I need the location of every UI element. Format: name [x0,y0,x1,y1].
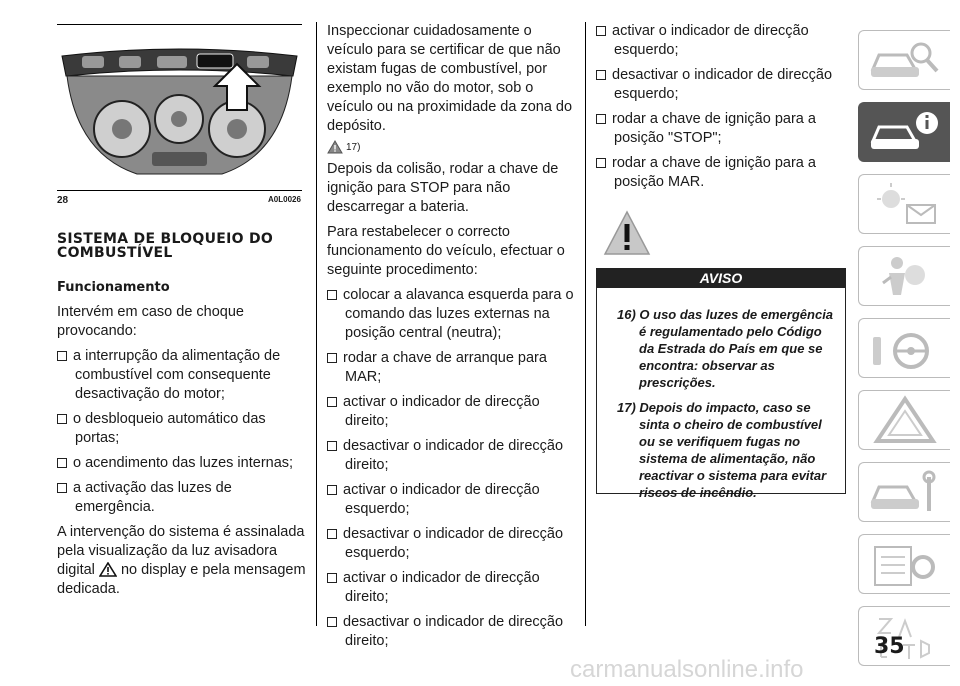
chapter-tab-lights-messages[interactable] [858,174,950,234]
list-item: a activação das luzes de emergência. [57,479,307,517]
checkbox-bullet-icon [327,397,337,407]
column-2 [327,22,577,657]
list-item: rodar a chave de arranque para MAR; [327,349,577,387]
emergency-triangle-icon [859,391,951,451]
car-search-icon [859,31,951,91]
subsection-title: Funcionamento [57,280,170,295]
checkbox-bullet-icon [596,114,606,124]
list-item: activar o indicador de direcção esquerdo; [596,22,850,60]
section-title: SISTEMA DE BLOQUEIO DO COMBUSTÍVEL [57,231,274,261]
list-item: a interrupção da alimentação de combustível com consequente desactivação do motor; [57,347,307,404]
checkbox-bullet-icon [596,158,606,168]
chapter-tab-safety[interactable] [858,246,950,306]
list-item: activar o indicador de direcção direito; [327,393,577,431]
paragraph: Depois da colisão, rodar a chave de ignição para STOP para não descarregar a bateria. [327,161,559,215]
checkbox-bullet-icon [327,290,337,300]
chapter-tab-driving[interactable] [858,318,950,378]
column-divider [316,22,317,626]
intro-text: Intervém em caso de choque provocando: [57,304,244,339]
paragraph: A intervenção do sistema é assinalada pela visualização da luz avisadora digital no display e pela mensagem dedicada. [57,524,306,597]
figure-code: A0L0026 [268,195,301,204]
paragraph: Para restabelecer o correcto funcionamento do veículo, efectuar o seguinte procedimento: [327,224,565,278]
checkbox-bullet-icon [596,26,606,36]
car-info-icon [859,103,951,163]
alphabet-index-icon [859,607,951,667]
chapter-tab-maintenance[interactable] [858,462,950,522]
checkbox-bullet-icon [327,529,337,539]
watermark: carmanualsonline.info [570,656,804,683]
top-rule [57,24,302,25]
list-item: desactivar o indicador de direcção esquerdo; [327,525,577,563]
specs-gear-icon [859,535,951,595]
warning-triangle-icon [99,562,117,577]
chapter-sidebar [858,30,950,678]
warning-lights-icon [859,175,951,235]
list-item: rodar a chave de ignição para a posição "STOP"; [596,110,850,148]
page-number: 35 [874,634,905,659]
checkbox-bullet-icon [327,485,337,495]
list-item: o acendimento das luzes internas; [57,454,307,473]
warning-box [596,288,846,500]
list-item: activar o indicador de direcção direito; [327,569,577,607]
warning-header: AVISO [596,268,846,288]
checkbox-bullet-icon [57,483,67,493]
column-3 [596,22,850,198]
warning-triangle-icon [327,140,343,154]
checkbox-bullet-icon [57,351,67,361]
figure-number: 28 [57,195,69,206]
figure-caption-rule [57,190,302,191]
checkbox-bullet-icon [327,441,337,451]
list-item: activar o indicador de direcção esquerdo; [327,481,577,519]
list-item: desactivar o indicador de direcção esquerdo; [596,66,850,104]
column-divider [585,22,586,626]
airbag-safety-icon [859,247,951,307]
checkbox-bullet-icon [57,414,67,424]
checkbox-bullet-icon [327,617,337,627]
chapter-tab-emergency[interactable] [858,390,950,450]
note-reference: 17) [327,140,577,154]
checkbox-bullet-icon [596,70,606,80]
column-1 [57,232,307,605]
list-item: desactivar o indicador de direcção direito; [327,437,577,475]
steering-wheel-icon [859,319,951,379]
warning-note: 17) Depois do impacto, caso se sinta o cheiro de combustível ou se verifiquem fugas no sistema de alimentação, não reactivar o sistema para evitar riscos de incêndio. [617,400,827,500]
warning-triangle-icon [603,210,651,258]
paragraph: Inspeccionar cuidadosamente o veículo para se certificar de que não existam fugas de combustível, por exemplo no vão do motor, sob o veículo ou na proximidade da zona do depósito. [327,23,573,134]
checkbox-bullet-icon [327,353,337,363]
chapter-tab-car-info[interactable] [858,102,950,162]
warning-note: 16) O uso das luzes de emergência é regulamentado pelo Código da Estrada do País em que se encontra: observar as prescrições. [617,307,834,390]
list-item: desactivar o indicador de direcção direito; [327,613,577,651]
list-item: colocar a alavanca esquerda para o comando das luzes externas na posição central (neutra); [327,286,577,343]
dashboard-figure [57,34,302,180]
car-wrench-icon [859,463,951,523]
list-item: rodar a chave de ignição para a posição MAR. [596,154,850,192]
chapter-tab-car-search[interactable] [858,30,950,90]
list-item: o desbloqueio automático das portas; [57,410,307,448]
chapter-tab-technical-data[interactable] [858,534,950,594]
checkbox-bullet-icon [57,458,67,468]
checkbox-bullet-icon [327,573,337,583]
